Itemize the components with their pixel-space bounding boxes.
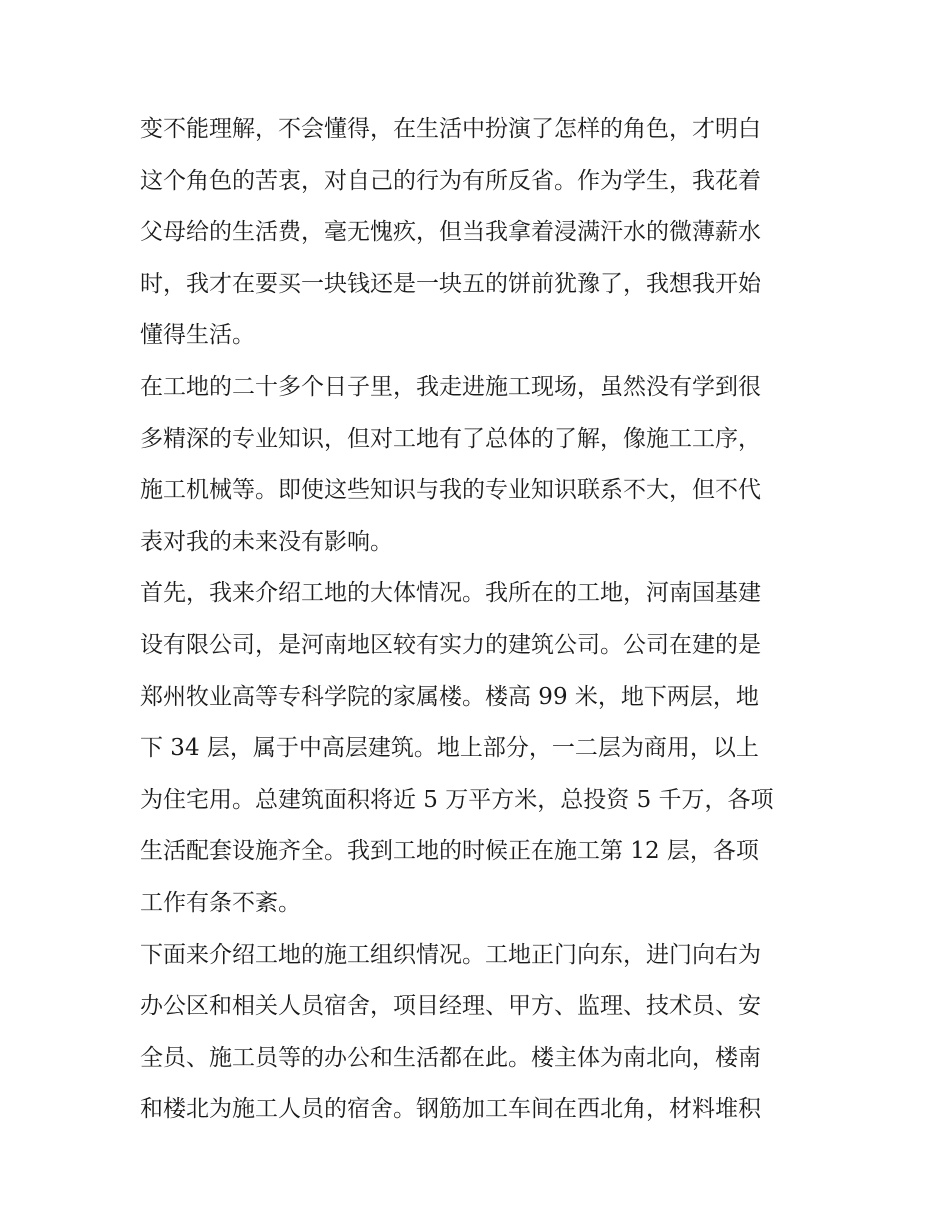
text-line: 这个角色的苦衷，对自己的行为有所反省。作为学生，我花着 bbox=[140, 167, 761, 194]
text-line: 全员、施工员等的办公和生活都在此。楼主体为南北向，楼南 bbox=[140, 1044, 761, 1071]
text-line: 懂得生活。 bbox=[140, 322, 255, 349]
text-line: 设有限公司，是河南地区较有实力的建筑公司。公司在建的是 bbox=[140, 631, 761, 658]
text-line: 为住宅用。总建筑面积将近 5 万平方米，总投资 5 千万，各项 bbox=[140, 786, 774, 813]
text-line: 变不能理解，不会懂得，在生活中扮演了怎样的角色，才明白 bbox=[140, 116, 761, 142]
text-line: 多精深的专业知识，但对工地有了总体的了解，像施工工序， bbox=[140, 425, 761, 452]
text-line: 父母给的生活费，毫无愧疚，但当我拿着浸满汗水的微薄薪水 bbox=[140, 219, 761, 246]
body-text bbox=[140, 104, 820, 1136]
text-line: 下 34 层，属于中高层建筑。地上部分，一二层为商用，以上 bbox=[140, 735, 759, 762]
text-line: 时，我才在要买一块钱还是一块五的饼前犹豫了，我想我开始 bbox=[140, 270, 761, 297]
text-line: 表对我的未来没有影响。 bbox=[140, 528, 393, 555]
text-line: 下面来介绍工地的施工组织情况。工地正门向东，进门向右为 bbox=[140, 941, 761, 968]
text-line: 和楼北为施工人员的宿舍。钢筋加工车间在西北角，材料堆积 bbox=[140, 1096, 761, 1123]
text-line: 施工机械等。即使这些知识与我的专业知识联系不大，但不代 bbox=[140, 477, 761, 504]
text-line: 办公区和相关人员宿舍，项目经理、甲方、监理、技术员、安 bbox=[140, 993, 761, 1020]
text-line: 首先，我来介绍工地的大体情况。我所在的工地，河南国基建 bbox=[140, 580, 761, 607]
text-line: 郑州牧业高等专科学院的家属楼。楼高 99 米，地下两层，地 bbox=[140, 683, 759, 710]
text-line: 工作有条不紊。 bbox=[140, 889, 301, 916]
text-line: 在工地的二十多个日子里，我走进施工现场，虽然没有学到很 bbox=[140, 373, 761, 400]
text-line: 生活配套设施齐全。我到工地的时候正在施工第 12 层，各项 bbox=[140, 838, 759, 865]
